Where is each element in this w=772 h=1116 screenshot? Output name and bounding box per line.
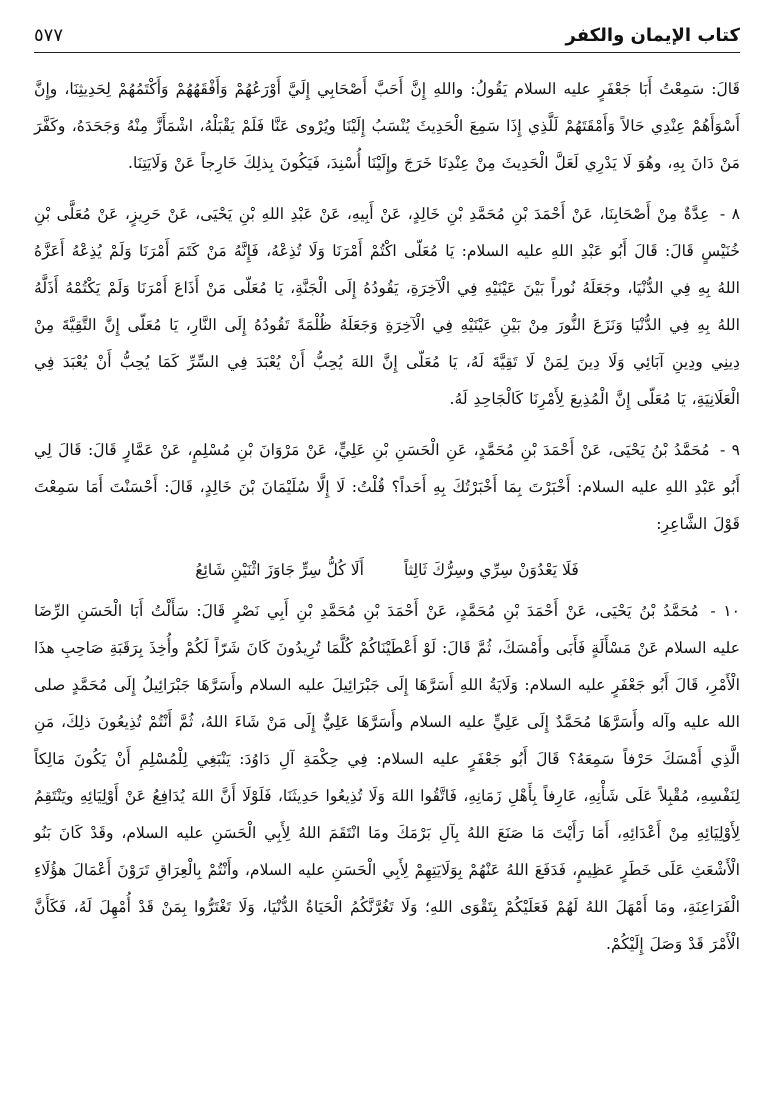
- paragraph-text: مُحَمَّدُ بْنُ يَحْيَى، عَنْ أَحْمَدَ بْنِ مُحَمَّدٍ، عَنِ الْحَسَنِ بْنِ عَلِيٍّ، عَنْ مَرْوَانَ بْنِ مُسْلِمٍ، عَنْ عَمَّارٍ قَالَ: قَالَ لِي أَبُو عَبْدِ اللهِ عليه السلام: أَخْبَرْتَ بِمَا أَخْبَرْتُكَ بِهِ أَحَداً؟ قُلْتُ: لَا إِلَّا سُلَيْمَانَ بْنَ خَالِدٍ، قَالَ: أَحْسَنْتَ أَمَا سَمِعْتَ قَوْلَ الشَّاعِرِ:: [34, 441, 740, 533]
- hadith-number: ١٠ -: [710, 602, 740, 620]
- hadith-8: [34, 196, 740, 418]
- hadith-number: ٩ -: [720, 441, 740, 459]
- paragraph-text: عِدَّةٌ مِنْ أَصْحَابِنَا، عَنْ أَحْمَدَ بْنِ مُحَمَّدِ بْنِ خَالِدٍ، عَنْ أَبِيهِ، عَنْ عَبْدِ اللهِ بْنِ يَحْيَى، عَنْ حَرِيزٍ، عَنْ مُعَلَّى بْنِ خُنَيْسٍ قَالَ: قَالَ أَبُو عَبْدِ اللهِ عليه السلام: يَا مُعَلّى اكْتُمْ أَمْرَنَا وَلَا تُذِعْهُ، فَإِنَّهُ مَنْ كَتَمَ أَمْرَنَا وَلَمْ يُذِعْهُ أَعَزَّهُ اللهُ بِهِ فِي الدُّنْيَا، وجَعَلَهُ نُوراً بَيْنَ عَيْنَيْهِ فِي الْآخِرَةِ، يَقُودُهُ إِلَى الْجَنَّةِ، يَا مُعَلّى مَنْ أَذَاعَ أَمْرَنَا وَلَمْ يَكْتُمْهُ أَذَلَّهُ اللهُ بِهِ فِي الدُّنْيَا وَنَزَعَ النُّورَ مِنْ بَيْنِ عَيْنَيْهِ فِي الْآخِرَةِ وَجَعَلَهُ ظُلْمَةً تَقُودُهُ إِلَى النَّارِ، يَا مُعَلّى إِنَّ التَّقِيَّةَ مِنْ دِينِي ودِينِ آبَائِي وَلَا دِينَ لِمَنْ لَا تَقِيَّةَ لَهُ، يَا مُعَلّى إِنَّ اللهَ يُحِبُّ أَنْ يُعْبَدَ فِي السِّرِّ كَمَا يُحِبُّ أَنْ يُعْبَدَ فِي الْعَلَانِيَةِ، يَا مُعَلّى إِنَّ الْمُذِيعَ لِأَمْرِنَا كَالْجَاحِدِ لَهُ.: [34, 205, 740, 408]
- running-title: كتاب الإيمان والكفر: [565, 25, 740, 46]
- paragraph-continuation: [34, 71, 740, 182]
- paragraph-text: قَالَ: سَمِعْتُ أَبَا جَعْفَرٍ عليه السلام يَقُولُ: واللهِ إِنَّ أَحَبَّ أَصْحَابِي إِلَيَّ أَوْرَعُهُمْ وَأَفْقَهُهُمْ وَأَكْتَمُهُمْ لِحَدِيثِنَا، وإِنَّ أَسْوَأَهُمْ عِنْدِي حَالاً وَأَمْقَتَهُمْ لَلَّذِي إِذَا سَمِعَ الْحَدِيثَ يُنْسَبُ إِلَيْنَا ويُرْوى عَنَّا فَلَمْ يَقْبَلْهُ، اشْمَأَزَّ مِنْهُ وَجَحَدَهُ، وكَفَّرَ مَنْ دَانَ بِهِ، وهُوَ لَا يَدْرِي لَعَلَّ الْحَدِيثَ مِنْ عِنْدِنَا خَرَجَ وإِلَيْنَا أُسْنِدَ، فَيَكُونَ بِذلِكَ خَارِجاً عَنْ وَلَايَتِنَا.: [34, 80, 740, 172]
- hadith-9: [34, 432, 740, 543]
- paragraph-text: مُحَمَّدُ بْنُ يَحْيَى، عَنْ أَحْمَدَ بْنِ مُحَمَّدٍ، عَنْ أَحْمَدَ بْنِ مُحَمَّدِ بْنِ أَبِي نَصْرٍ قَالَ: سَأَلْتُ أَبَا الْحَسَنِ الرِّضَا عليه السلام عَنْ مَسْأَلَةٍ فَأَبَى وأَمْسَكَ، ثُمَّ قَالَ: لَوْ أَعْطَيْنَاكُمْ كُلَّمَا تُرِيدُونَ كَانَ شَرّاً لَكُمْ وأُخِذَ بِرَقَبَةِ صَاحِبِ هذَا الْأَمْرِ، قَالَ أَبُو جَعْفَرٍ عليه السلام: وَلَايَةُ اللهِ أَسَرَّهَا إِلَى جَبْرَائِيلَ عليه السلام وأَسَرَّهَا جَبْرَائِيلُ إِلَى مُحَمَّدٍ صلى الله عليه وآله وأَسَرَّهَا مُحَمَّدٌ إِلَى عَلِيٍّ عليه السلام وأَسَرَّهَا عَلِيٌّ إِلَى مَنْ شَاءَ اللهُ، ثُمَّ أَنْتُمْ تُذِيعُونَ ذلِكَ، مَنِ الَّذِي أَمْسَكَ حَرْفاً سَمِعَهُ؟ قَالَ أَبُو جَعْفَرٍ عليه السلام: فِي حِكْمَةِ آلِ دَاوُدَ: يَنْبَغِي لِلْمُسْلِمِ أَنْ يَكُونَ مَالِكاً لِنَفْسِهِ، مُقْبِلاً عَلَى شَأْنِهِ، عَارِفاً بِأَهْلِ زَمَانِهِ، فَاتَّقُوا اللهَ وَلَا تُذِيعُوا حَدِيثَنَا، فَلَوْلَا أَنَّ اللهَ يُدَافِعُ عَنْ أَوْلِيَائِهِ ويَنْتَقِمُ لِأَوْلِيَائِهِ مِنْ أَعْدَائِهِ، أَمَا رَأَيْتَ مَا صَنَعَ اللهُ بِآلِ بَرْمَكَ ومَا انْتَقَمَ اللهُ لِأَبِي الْحَسَنِ عليه السلام، وقَدْ كَانَ بَنُو الْأَشْعَثِ عَلَى خَطَرٍ عَظِيمٍ، فَدَفَعَ اللهُ عَنْهُمْ بِوَلَايَتِهِمْ لِأَبِي الْحَسَنِ عليه السلام، وأَنْتُمْ بِالْعِرَاقِ تَرَوْنَ أَعْمَالَ هؤُلَاءِ الْفَرَاعِنَةِ، ومَا أَمْهَلَ اللهُ لَهُمْ فَعَلَيْكُمْ بِتَقْوَى اللهِ؛ وَلَا تَغُرَّنَّكُمُ الْحَيَاةُ الدُّنْيَا، وَلَا تَغْتَرُّوا بِمَنْ قَدْ أُمْهِلَ لَهُ، فَكَأَنَّ الْأَمْرَ قَدْ وَصَلَ إِلَيْكُمْ.: [34, 602, 740, 953]
- page-number: ٥٧٧: [34, 25, 64, 46]
- poem-verse: [34, 551, 740, 589]
- hadith-number: ٨ -: [719, 205, 741, 223]
- hadith-10: [34, 593, 740, 963]
- poem-hemistich-2: أَلَا كُلُّ سِرٍّ جَاوَزَ اثْنَيْنِ شَائِعُ: [195, 561, 364, 579]
- poem-hemistich-1: فَلَا يَعْدُوَنْ سِرِّي وسِرُّكَ ثَالِثاً: [403, 561, 579, 579]
- page-header: [34, 14, 740, 53]
